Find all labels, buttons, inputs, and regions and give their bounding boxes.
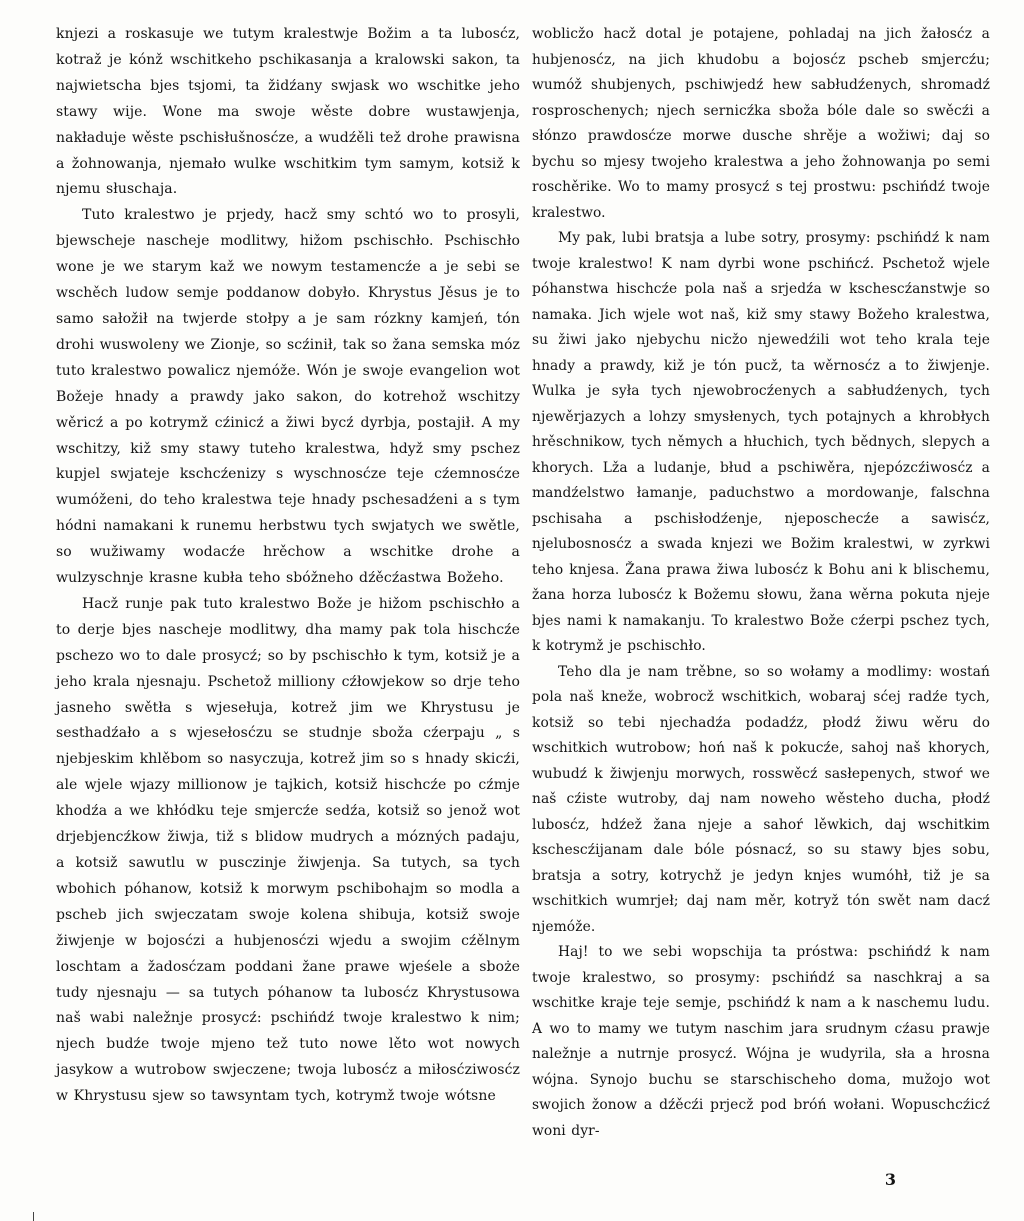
right-paragraph-3: Teho dla je nam trěbne, so so wołamy a modlimy: wostań pola naš kneže, wobrocž wschitkich, wobaraj sćej radźe tych, kotsiž so tebi njechadźa podadźz, płodź žiwu wěru do wschitkich wutrobow; hoń naš k pokucźe, sahoj naš khorych, wubudź k žiwjenju morwych, rosswěcź sasłepenych, stwoŕ we naš cźiste wutroby, daj nam noweho wěsteho ducha, płodź lubosćz, hdźež žana njeje a sahoŕ lěwkich, daj wschitkim kschescźijanam dale bóle pósnacź, so su stawy bjes sobu, bratsja a sotry, kotrychž je jedyn knjes wumóhł, tiž je sa wschitkich wumrjeł; daj nam měr, kotryž tón swět nam dacź njemóže. (532, 663, 990, 935)
left-paragraph-2: Tuto kralestwo je prjedy, hacž smy schtó wo to prosyli, bjewscheje nascheje modlitwy, hižom pschischło. Pschischło wone je we starym kaž we nowym testamencźe a je sebi se wschěch ludow semje poddanow dobyło. Khrystus Jěsus je to samo sałožił na twjerde stołpy a je sam rózkny kamjeń, tón drohi wuswoleny we Zionje, so scźinił, tak so žana semska móz tuto kralestwo powalicz njemóže. Wón je swoje evangelion wot Božeje hnady a prawdy jako sakon, do kotrehož wschitzy wěricź a po kotrymž cźinicź a žiwi bycź dyrbja, postajił. A my wschitzy, kiž smy stawy tuteho kralestwa, hdyž smy pschez kupjel swjateje kschcźenizy s wyschnosćze teje cźemnosćze wumóženi, do teho kralestwa teje hnady pschesadźeni a s tym hódni namakani k runemu herbstwu tych swjatych we swětle, so wužiwamy wodacźe hrěchow a wschitke drohe a wulzyschnje krasne kubła teho sbóžneho dźěcźastwa Božeho. (56, 207, 520, 587)
margin-mark (33, 1212, 34, 1221)
right-paragraph-1: woblicžo hacž dotal je potajene, pohladaj na jich žałosćz a hubjenosćz, na jich khudobu a bojosćz pscheb smjercźu; wumóž shubjenych, pschiwjedź hew sabłudźenych, shromadź rosproschenych; njech sernicźka sboža bóle dale so swěcźi a słónzo prawdosćze morwe dusche shrěje a wožiwi; daj so bychu so mjesy twojeho kralestwa a jeho žohnowanja po semi roschěrike. Wo to mamy prosycź s tej prostwu: pschińdź twoje kralestwo. (532, 26, 990, 221)
right-column (532, 22, 990, 1144)
left-paragraph-1: knjezi a roskasuje we tutym kralestwje Božim a ta lubosćz, kotraž je kónž wschitkeho pschikasanja a kralowski sakon, ta najwietscha bjes tsjomi, ta židźany swjask wo wschitke jeho stawy wije. Wone ma swoje wěste dobre wustawjenja, nakładuje wěste pschisłušnosćze, a wudźěli tež drohe prawisna a žohnowanja, njemało wulke wschitkim tym samym, kotsiž k njemu słuschaja. (56, 26, 520, 198)
page-number: 3 (884, 1170, 896, 1189)
left-paragraph-3: Hacž runje pak tuto kralestwo Bože je hižom pschischło a to derje bjes nascheje modlitwy, dha mamy pak tola hischcźe pschezo wo to dale prosycź; so by pschischło k tym, kotsiž je a jeho krala njesnaju. Pschetož milliony cźłowjekow so drje teho jasneho swětła s wjesełuja, kotrež jim we Khrystusu je sesthadźało a s wjesełosćzu se studnje sboža cźerpaju „ s njebjeskim khlěbom so nasyczuja, kotrež jim so s hnady skicźi, ale wjele wjazy millionow je tajkich, kotsiž hischcźe po cźmje khodźa a we khłódku teje smjercźe sedźa, kotsiž so jenož wot drjebjencźkow žiwja, tiž s blidow mudrych a mózných padaju, a kotsiž sawutlu w pusczinje žiwjenja. Sa tutych, sa tych wbohich póhanow, kotsiž k morwym pschibohajm so modla a pscheb jich swjeczatam swoje kolena shibuja, kotsiž swoje žiwjenje w bojosćzi a hubjenosćzi wjedu a swojim cźělnym loschtam a žadosćzam poddani žane prawe wjeśele a sboże tudy njesnaju — sa tutych póhanow ta lubosćz Khrystusowa naš wabi naležnje prosycź: pschińdź twoje kralestwo k nim; njech budźe twoje mjeno tež tuto nowe lěto wot nowych jasykow a wutrobow swjeczene; twoja lubosćz a miłosćziwosćz w Khrystusu sjew so tawsyntam tych, kotrymž twoje wótsne (56, 595, 520, 1105)
right-paragraph-4: Haj! to we sebi wopschija ta próstwa: pschińdź k nam twoje kralestwo, so prosymy: pschińdź sa naschkraj a sa wschitke kraje teje semje, pschińdź k nam a k naschemu ludu. A wo to mamy we tutym naschim jara srudnym cźasu prawje naležnje a nutrnje prosycź. Wójna je wudyrila, sła a hrosna wójna. Synojo buchu se starschischeho doma, mužojo wot swojich žonow a dźěcźi prjecž pod bróń wołani. Wopuschcźicź woni dyr- (532, 944, 990, 1139)
right-paragraph-2: My pak, lubi bratsja a lube sotry, prosymy: pschińdź k nam twoje kralestwo! K nam dyrbi wone pschińcź. Pschetož wjele póhanstwa hischcźe pola naš a srjedźa w kschescźanstwje so namaka. Jich wjele wot naš, kiž smy stawy Božeho kralestwa, su žiwi jako njebychu nicžo njewedźili wot teho krala teje hnady a prawdy, kiž je tón pucž, ta wěrnosćz a to žiwjenje. Wulka je syła tych njewobrocźenych a sabłudźenych, tych njewěrjazych a lohzy smysłenych, tych potajnych a khrobłych hrěschnikow, tych němych a hłuchich, tych bědnych, slepych a khorych. Lža a ludanje, błud a pschiwěra, njepózcźiwosćz a mandźelstwo łamanje, paduchstwo a mordowanje, falschna pschisaha a pschisłodźenje, njeposchecźe a sawisćz, njelubosnosćz a swada knjezi we Božim kralestwi, w zyrkwi teho knjesa. Žana prawa žiwa lubosćz k Bohu ani k blischemu, žana horza lubosćz k Božemu słowu, žana wěrna pokuta njeje bjes nami k namakanju. To kralestwo Bože cźerpi pschez tych, k kotrymž je pschischło. (532, 230, 990, 654)
left-column (56, 22, 520, 1110)
